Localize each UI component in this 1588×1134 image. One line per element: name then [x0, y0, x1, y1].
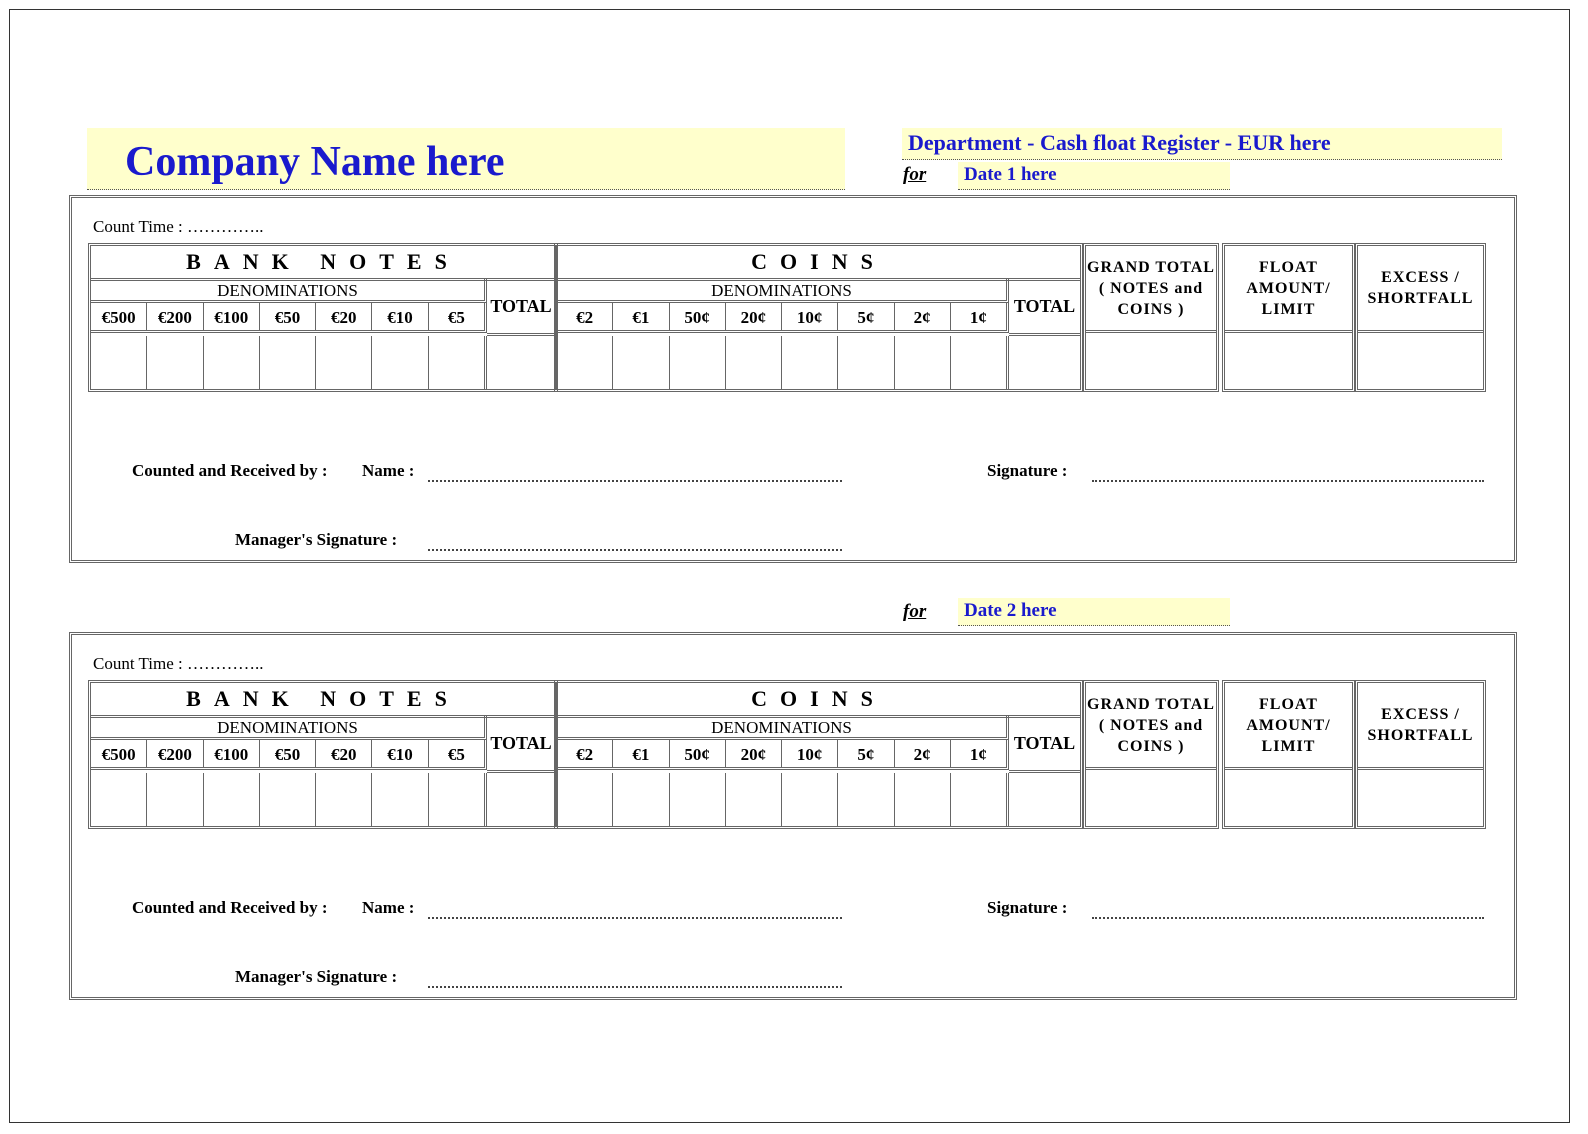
date-field[interactable]	[958, 598, 1230, 626]
entry-cell[interactable]	[203, 773, 259, 826]
float-amount-column[interactable]	[1222, 680, 1355, 829]
denomination-label: 2¢	[894, 740, 950, 767]
denomination-label: €1	[612, 740, 668, 767]
bank-notes-total-cell[interactable]	[484, 773, 555, 826]
entry-cell[interactable]	[669, 773, 725, 826]
coins-total-cell[interactable]	[1006, 336, 1080, 389]
entry-cell[interactable]	[146, 773, 202, 826]
denomination-label: €10	[371, 303, 427, 330]
grand-total-header: GRAND TOTAL ( NOTES and COINS )	[1086, 246, 1216, 333]
float-amount-column[interactable]	[1222, 243, 1355, 392]
entry-cell[interactable]	[428, 773, 484, 826]
for-label: for	[903, 601, 927, 622]
entry-cell[interactable]	[557, 336, 612, 389]
date-field[interactable]	[958, 162, 1230, 190]
register-section	[69, 632, 1517, 1000]
coins-title: COINS	[557, 683, 1080, 718]
coins-denominations-row	[557, 303, 1009, 333]
entry-cell[interactable]	[371, 336, 427, 389]
coins-table	[554, 243, 1083, 392]
coins-total-cell[interactable]	[1006, 773, 1080, 826]
bank-notes-total-header: TOTAL	[490, 296, 552, 316]
entry-cell[interactable]	[259, 336, 315, 389]
denomination-label: €1	[612, 303, 668, 330]
denomination-label: €500	[101, 745, 136, 764]
bank-notes-total-header: TOTAL	[490, 733, 552, 753]
denomination-label: 50¢	[669, 740, 725, 767]
coins-total-header: TOTAL	[1013, 296, 1076, 316]
entry-cell[interactable]	[91, 773, 146, 826]
denomination-label: €2	[576, 745, 594, 764]
bank-notes-denominations-header: DENOMINATIONS	[91, 279, 487, 303]
count-time[interactable]: Count Time : …………..	[93, 654, 264, 673]
entry-cell[interactable]	[950, 773, 1006, 826]
for-label: for	[903, 164, 927, 185]
denomination-label: €100	[203, 303, 259, 330]
company-name: Company Name here	[125, 139, 505, 185]
float-amount-header: FLOAT AMOUNT/ LIMIT	[1225, 683, 1352, 770]
department-title-field[interactable]	[902, 128, 1502, 160]
entry-cell[interactable]	[725, 336, 781, 389]
entry-cell[interactable]	[428, 336, 484, 389]
manager-signature-label: Manager's Signature :	[235, 530, 398, 549]
float-amount-header: FLOAT AMOUNT/ LIMIT	[1225, 246, 1352, 333]
entry-cell[interactable]	[315, 336, 371, 389]
bank-notes-entry-row	[91, 336, 484, 389]
excess-shortfall-header: EXCESS / SHORTFALL	[1358, 246, 1483, 333]
entry-cell[interactable]	[371, 773, 427, 826]
department-title: Department - Cash float Register - EUR here	[908, 130, 1331, 155]
entry-cell[interactable]	[781, 773, 837, 826]
bank-notes-table	[88, 243, 558, 392]
denomination-label: 2¢	[894, 303, 950, 330]
bank-notes-table	[88, 680, 558, 829]
coins-title: COINS	[557, 246, 1080, 281]
denomination-label: 50¢	[669, 303, 725, 330]
denomination-label: 10¢	[781, 303, 837, 330]
entry-cell[interactable]	[557, 773, 612, 826]
grand-total-column[interactable]	[1083, 680, 1219, 829]
date-value: Date 1 here	[964, 164, 1057, 185]
counted-received-label: Counted and Received by :	[132, 461, 328, 480]
denomination-label: 1¢	[950, 740, 1006, 767]
coins-denominations-header: DENOMINATIONS	[557, 716, 1009, 740]
manager-signature-input-line[interactable]	[428, 986, 842, 988]
name-label: Name :	[362, 898, 415, 917]
denomination-label: €100	[203, 740, 259, 767]
denomination-label: 5¢	[837, 303, 893, 330]
company-name-field[interactable]	[87, 128, 845, 190]
name-input-line[interactable]	[428, 480, 842, 482]
denomination-label: €50	[259, 303, 315, 330]
entry-cell[interactable]	[669, 336, 725, 389]
denomination-label: 10¢	[781, 740, 837, 767]
bank-notes-entry-row	[91, 773, 484, 826]
denomination-label: €20	[315, 740, 371, 767]
entry-cell[interactable]	[612, 336, 668, 389]
manager-signature-input-line[interactable]	[428, 549, 842, 551]
denomination-label: €10	[371, 740, 427, 767]
coins-denominations-row	[557, 740, 1009, 770]
denomination-label: €50	[259, 740, 315, 767]
entry-cell[interactable]	[203, 336, 259, 389]
bank-notes-denominations-row	[91, 303, 487, 333]
entry-cell[interactable]	[950, 336, 1006, 389]
entry-cell[interactable]	[315, 773, 371, 826]
bank-notes-denominations-header: DENOMINATIONS	[91, 716, 487, 740]
denomination-label: €500	[101, 308, 136, 327]
register-section	[69, 195, 1517, 563]
signature-input-line[interactable]	[1092, 917, 1484, 919]
grand-total-header: GRAND TOTAL ( NOTES and COINS )	[1086, 683, 1216, 770]
signature-label: Signature :	[987, 898, 1068, 917]
count-time[interactable]: Count Time : …………..	[93, 217, 264, 236]
denomination-label: €5	[428, 740, 484, 767]
denomination-label: 1¢	[950, 303, 1006, 330]
entry-cell[interactable]	[91, 336, 146, 389]
coins-entry-row	[557, 773, 1006, 826]
excess-shortfall-header: EXCESS / SHORTFALL	[1358, 683, 1483, 770]
grand-total-column[interactable]	[1083, 243, 1219, 392]
coins-entry-row	[557, 336, 1006, 389]
denomination-label: 20¢	[725, 303, 781, 330]
manager-signature-label: Manager's Signature :	[235, 967, 398, 986]
signature-input-line[interactable]	[1092, 480, 1484, 482]
entry-cell[interactable]	[146, 336, 202, 389]
denomination-label: 5¢	[837, 740, 893, 767]
coins-denominations-header: DENOMINATIONS	[557, 279, 1009, 303]
coins-total-header: TOTAL	[1013, 733, 1076, 753]
bank-notes-title: BANK NOTES	[91, 683, 555, 718]
entry-cell[interactable]	[612, 773, 668, 826]
coins-table	[554, 680, 1083, 829]
denomination-label: €200	[146, 303, 202, 330]
excess-shortfall-column[interactable]	[1355, 243, 1486, 392]
signature-label: Signature :	[987, 461, 1068, 480]
entry-cell[interactable]	[837, 336, 893, 389]
denomination-label: €5	[428, 303, 484, 330]
name-label: Name :	[362, 461, 415, 480]
bank-notes-denominations-row	[91, 740, 487, 770]
entry-cell[interactable]	[837, 773, 893, 826]
counted-received-label: Counted and Received by :	[132, 898, 328, 917]
bank-notes-title: BANK NOTES	[91, 246, 555, 281]
entry-cell[interactable]	[781, 336, 837, 389]
denomination-label: €20	[315, 303, 371, 330]
name-input-line[interactable]	[428, 917, 842, 919]
denomination-label: 20¢	[725, 740, 781, 767]
entry-cell[interactable]	[259, 773, 315, 826]
denomination-label: €2	[576, 308, 594, 327]
denomination-label: €200	[146, 740, 202, 767]
entry-cell[interactable]	[894, 773, 950, 826]
date-value: Date 2 here	[964, 600, 1057, 621]
bank-notes-total-cell[interactable]	[484, 336, 555, 389]
excess-shortfall-column[interactable]	[1355, 680, 1486, 829]
entry-cell[interactable]	[894, 336, 950, 389]
entry-cell[interactable]	[725, 773, 781, 826]
